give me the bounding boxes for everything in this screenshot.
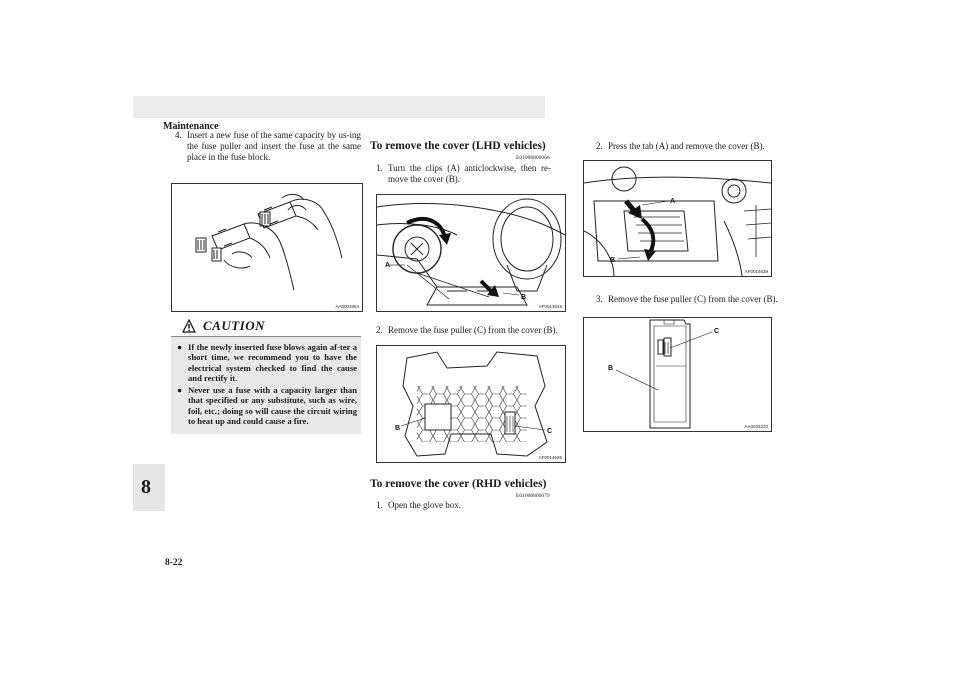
step-number: 1. bbox=[376, 500, 383, 510]
step-number: 3. bbox=[596, 294, 603, 304]
step-text: Press the tab (A) and remove the cover (B). bbox=[608, 141, 765, 151]
step-number: 2. bbox=[376, 325, 383, 335]
fuse-insert-illustration bbox=[172, 184, 362, 311]
callout-b: B bbox=[610, 257, 616, 264]
lhd-step-2 bbox=[376, 325, 571, 336]
callout-c: C bbox=[714, 328, 720, 335]
bullet-icon: ● bbox=[177, 342, 183, 352]
caution-title: CAUTION bbox=[203, 318, 266, 333]
step-number: 2. bbox=[596, 141, 603, 151]
section-code-lhd: E01006800066 bbox=[516, 155, 550, 161]
callout-b: B bbox=[395, 425, 401, 432]
step-text: Turn the clips (A) anticlockwise, then re-move the cover (B). bbox=[388, 163, 551, 184]
caution-header bbox=[171, 316, 361, 337]
section-title-lhd: To remove the cover (LHD vehicles) bbox=[370, 140, 546, 152]
lhd-cover-figure bbox=[376, 194, 566, 312]
figure-code: AF0014639 bbox=[744, 269, 768, 274]
callout-b: B bbox=[521, 294, 527, 301]
step-text: Remove the fuse puller (C) from the cover (B). bbox=[608, 294, 778, 304]
figure-code: AA0003364 bbox=[335, 304, 359, 309]
figure-code: AA0033220 bbox=[744, 424, 768, 429]
callout-a: A bbox=[670, 198, 676, 205]
caution-item bbox=[177, 342, 357, 384]
callout-b: B bbox=[608, 365, 614, 372]
warning-triangle-icon bbox=[182, 319, 196, 333]
bullet-icon: ● bbox=[177, 385, 183, 395]
glove-box-figure bbox=[583, 160, 772, 277]
callout-c: C bbox=[547, 428, 553, 435]
cover-back-illustration bbox=[377, 346, 565, 462]
lhd-dashboard-illustration bbox=[377, 195, 565, 311]
lhd-cover-back-figure bbox=[376, 345, 566, 463]
chapter-number: 8 bbox=[141, 476, 151, 498]
rhd-cover-illustration bbox=[584, 318, 771, 431]
caution-box bbox=[171, 316, 361, 434]
figure-code: AF0013018 bbox=[538, 304, 562, 309]
caution-text: Never use a fuse with a capacity larger than that specified or any substitute, such as wire, foil, etc.; doing so will cause the circuit wiring to heat up and could cause a fire. bbox=[188, 385, 357, 427]
caution-text: If the newly inserted fuse blows again af-ter a short time, we recommend you to have the electrical system checked to find the cause and rectify it. bbox=[188, 342, 357, 384]
step-number: 4. bbox=[175, 130, 182, 140]
step-4 bbox=[175, 130, 361, 163]
lhd-step-1 bbox=[376, 163, 551, 185]
page-number: 8-22 bbox=[165, 558, 183, 568]
step-text: Remove the fuse puller (C) from the cover (B). bbox=[388, 325, 558, 335]
rhd-cover-back-figure bbox=[583, 317, 772, 432]
figure-code: AF0014626 bbox=[538, 455, 562, 460]
glove-box-illustration bbox=[584, 161, 771, 276]
rhd-step-2 bbox=[596, 141, 776, 152]
step-text: Open the glove box. bbox=[388, 500, 461, 510]
callout-a: A bbox=[385, 262, 391, 269]
header-bar bbox=[133, 96, 545, 118]
fuse-insert-figure bbox=[171, 183, 363, 312]
page-header-title: Maintenance bbox=[163, 121, 219, 132]
step-number: 1. bbox=[376, 163, 383, 173]
rhd-step-1 bbox=[376, 500, 551, 511]
step-text: Insert a new fuse of the same capacity by us-ing the fuse puller and insert the fuse at the same place in the fuse block. bbox=[187, 130, 361, 162]
caution-item bbox=[177, 385, 357, 427]
section-title-rhd: To remove the cover (RHD vehicles) bbox=[370, 478, 547, 490]
rhd-step-3 bbox=[596, 294, 786, 305]
section-code-rhd: E01006800079 bbox=[516, 493, 550, 499]
